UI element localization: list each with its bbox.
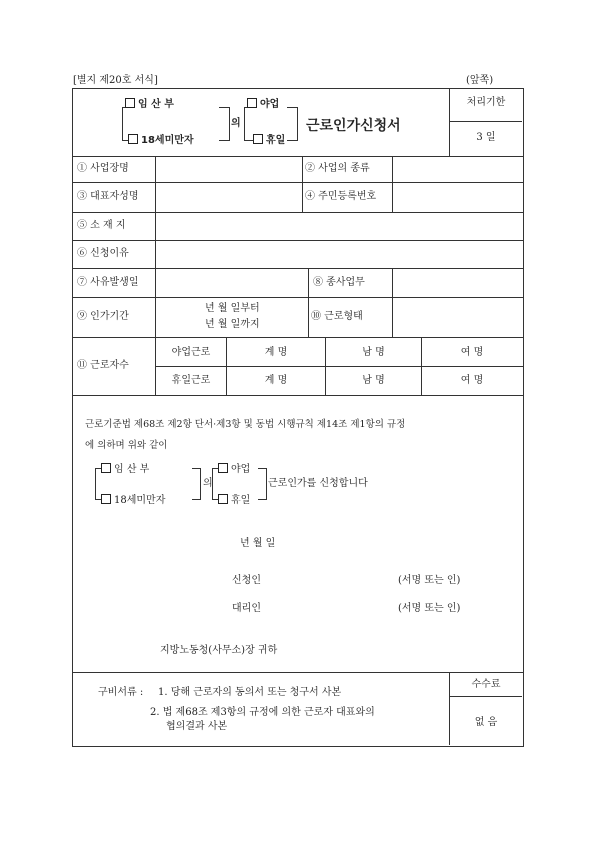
occurrence-date-field[interactable] [157,270,306,295]
declaration-line-1: 근로기준법 제68조 제2항 단서·제3항 및 동법 시행규칙 제14조 제1항의 규정 [85,419,406,430]
agent-label: 대리인 [232,603,261,614]
checkbox-icon [128,134,138,144]
label-reason: ⑥ 신청이유 [77,248,129,259]
decl-option-holiday-work[interactable]: 휴일 [218,494,250,506]
option-pregnant[interactable]: 임 산 부 [125,98,174,110]
checkbox-icon [247,98,257,108]
checkbox-icon [218,494,228,504]
worker-row-label: 휴일근로 [171,375,211,386]
label-work-type: ⑩ 근로형태 [311,311,363,322]
business-type-field[interactable] [394,158,520,180]
reason-field[interactable] [157,242,520,266]
option-holiday-work[interactable]: 휴일 [253,134,285,146]
label-worker-count: ⑪ 근로자수 [77,360,129,371]
work-type-field[interactable] [394,299,520,335]
fee-label: 수수료 [471,679,501,690]
checkbox-icon [125,98,135,108]
resident-number-field[interactable] [394,184,520,210]
worker-male[interactable]: 남 명 [362,375,385,386]
label-occurrence-date: ⑦ 사유발생일 [77,277,139,288]
application-date[interactable]: 년 월 일 [240,538,276,549]
period-to: 년 월 일까지 [205,319,260,330]
worker-total[interactable]: 계 명 [264,347,288,358]
checkbox-icon [253,134,263,144]
page-side-label: (앞쪽) [466,75,494,86]
applicant-label: 신청인 [232,575,261,586]
checkbox-icon [101,494,111,504]
business-name-field[interactable] [157,158,300,180]
recipient: 지방노동청(사무소)장 귀하 [160,645,278,656]
decl-option-night-work[interactable]: 야업 [218,463,250,475]
option-minor[interactable]: 18세미만자 [128,134,194,146]
label-period: ⑨ 인가기간 [77,311,129,322]
declaration-tail: 근로인가를 신청합니다 [268,478,368,489]
decl-of-connector: 의 [203,478,213,489]
checkbox-icon [218,463,228,473]
required-doc-2: 2. 법 제68조 제3항의 규정에 의한 근로자 대표와의 [150,707,375,718]
job-field[interactable] [394,270,520,295]
form-number-label: [별지 제20호 서식] [73,75,158,86]
required-doc-2-cont: 협의결과 사본 [166,721,228,732]
worker-row-label: 야업근로 [171,347,211,358]
label-representative: ③ 대표자성명 [77,191,139,202]
worker-female[interactable]: 여 명 [460,375,484,386]
label-resident-number: ④ 주민등록번호 [305,191,377,202]
checkbox-icon [101,463,111,473]
option-night-work[interactable]: 야업 [247,98,279,110]
processing-period-value: 3 일 [476,132,496,143]
label-business-type: ② 사업의 종류 [305,163,370,174]
processing-period-label: 처리기한 [466,97,506,108]
period-from: 년 월 일부터 [205,303,260,314]
label-address: ⑤ 소 재 지 [77,220,126,231]
docs-label: 구비서류 : [98,687,144,698]
worker-total[interactable]: 계 명 [264,375,288,386]
worker-male[interactable]: 남 명 [362,347,385,358]
of-connector: 의 [231,118,241,129]
worker-female[interactable]: 여 명 [460,347,484,358]
label-business-name: ① 사업장명 [77,163,129,174]
decl-option-pregnant[interactable]: 임 산 부 [101,463,149,475]
applicant-signature[interactable]: (서명 또는 인) [398,575,461,586]
label-job: ⑧ 종사업무 [313,277,365,288]
decl-option-minor[interactable]: 18세미만자 [101,494,165,506]
agent-signature[interactable]: (서명 또는 인) [398,603,461,614]
representative-field[interactable] [157,184,300,210]
declaration-line-2: 에 의하며 위와 같이 [85,440,168,451]
page-title: 근로인가신청서 [306,118,401,134]
fee-value: 없 음 [474,717,498,728]
required-doc-1: 1. 당해 근로자의 동의서 또는 청구서 사본 [158,687,342,698]
address-field[interactable] [157,214,520,238]
